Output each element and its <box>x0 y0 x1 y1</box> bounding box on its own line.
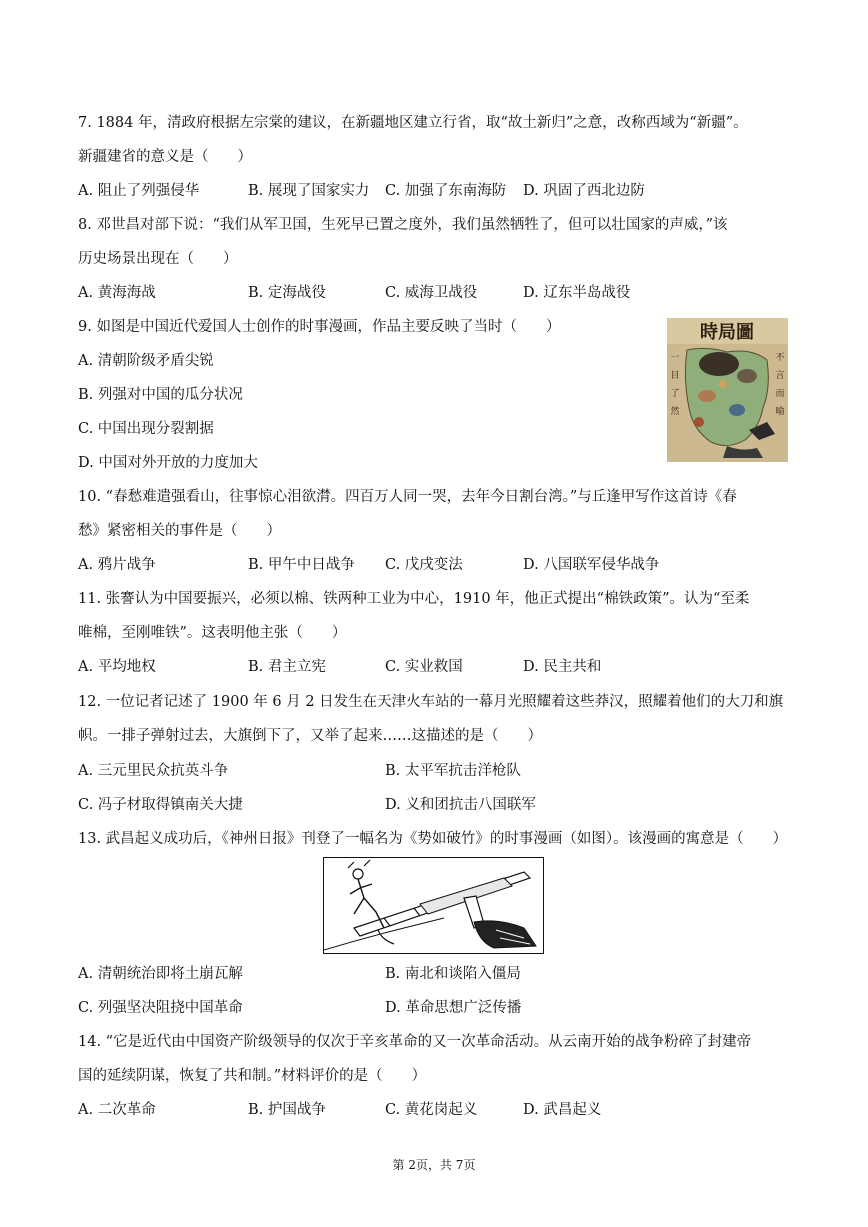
question-11-option-d: D. 民主共和 <box>523 659 602 675</box>
question-10-option-a: A. 鸦片战争 <box>78 557 156 573</box>
cartoon-side-left-1: 一 <box>670 353 680 363</box>
question-13-option-b: B. 南北和谈陷入僵局 <box>385 966 521 982</box>
question-12-line-1: 12. 一位记者记述了 1900 年 6 月 2 日发生在天津火车站的一幕月光照耀着这些莽汉，照耀着他们的大刀和旗 <box>78 694 784 710</box>
question-8-option-a: A. 黄海海战 <box>78 285 156 301</box>
question-14-option-d: D. 武昌起义 <box>523 1102 602 1118</box>
cartoon-side-right-1: 不 <box>775 353 785 363</box>
cartoon-side-left-4: 然 <box>670 407 680 417</box>
question-9-option-a: A. 清朝阶级矛盾尖锐 <box>78 353 214 369</box>
question-9-option-b: B. 列强对中国的瓜分状况 <box>78 387 243 403</box>
question-11-option-b: B. 君主立宪 <box>248 659 326 675</box>
question-14-option-c: C. 黄花岗起义 <box>385 1102 478 1118</box>
question-12-option-b: B. 太平军抗击洋枪队 <box>385 763 521 779</box>
question-13-option-c: C. 列强坚决阻挠中国革命 <box>78 1000 243 1016</box>
question-7-line-1: 7. 1884 年，清政府根据左宗棠的建议，在新疆地区建立行省，取“故土新归”之意，改称西域为“新疆”。 <box>78 115 748 131</box>
question-7-option-d: D. 巩固了西北边防 <box>523 183 645 199</box>
bamboo-cartoon-image <box>323 857 544 954</box>
political-cartoon-image <box>667 318 788 462</box>
question-10-option-c: C. 戊戌变法 <box>385 557 463 573</box>
cartoon-bamboo-drawing <box>324 858 542 952</box>
question-9-line-1: 9. 如图是中国近代爱国人士创作的时事漫画，作品主要反映了当时（ ） <box>78 319 561 335</box>
question-9-option-d: D. 中国对外开放的力度加大 <box>78 455 258 471</box>
question-7-line-2: 新疆建省的意义是（ ） <box>78 149 252 165</box>
question-13-option-a: A. 清朝统治即将土崩瓦解 <box>78 966 243 982</box>
question-11-option-c: C. 实业救国 <box>385 659 463 675</box>
question-10-option-b: B. 甲午中日战争 <box>248 557 355 573</box>
question-13-option-d: D. 革命思想广泛传播 <box>385 1000 522 1016</box>
question-8-option-b: B. 定海战役 <box>248 285 326 301</box>
question-12-option-c: C. 冯子材取得镇南关大捷 <box>78 797 243 813</box>
question-7-option-b: B. 展现了国家实力 <box>248 183 370 199</box>
question-13-line-1: 13. 武昌起义成功后，《神州日报》刊登了一幅名为《势如破竹》的时事漫画（如图）。该漫画的寓意是（ ） <box>78 831 788 847</box>
cartoon-side-right-2: 言 <box>775 371 785 381</box>
cartoon-side-left-2: 目 <box>670 371 680 381</box>
cartoon-side-right-3: 而 <box>775 389 785 399</box>
question-8-line-1: 8. 邓世昌对部下说：“我们从军卫国，生死早已置之度外，我们虽然牺牲了，但可以壮国家的声威，”该 <box>78 217 728 233</box>
cartoon-drawing <box>667 318 788 462</box>
question-8-line-2: 历史场景出现在（ ） <box>78 251 238 267</box>
question-14-line-1: 14. “它是近代由中国资产阶级领导的仅次于辛亥革命的又一次革命活动。从云南开始的战争粉碎了封建帝 <box>78 1034 752 1050</box>
question-7-option-a: A. 阻止了列强侵华 <box>78 183 200 199</box>
question-14-option-a: A. 二次革命 <box>78 1102 156 1118</box>
cartoon-side-right-4: 喻 <box>775 407 785 417</box>
cartoon-title: 時局圖 <box>700 322 754 343</box>
question-14-option-b: B. 护国战争 <box>248 1102 326 1118</box>
question-10-line-1: 10. “春愁难遣强看山，往事惊心泪欲潸。四百万人同一哭，去年今日割台湾。”与丘逢甲写作这首诗《春 <box>78 489 737 505</box>
question-10-option-d: D. 八国联军侵华战争 <box>523 557 660 573</box>
question-7-option-c: C. 加强了东南海防 <box>385 183 507 199</box>
question-9-option-c: C. 中国出现分裂割据 <box>78 421 214 437</box>
question-8-option-d: D. 辽东半岛战役 <box>523 285 631 301</box>
question-12-line-2: 帜。一排子弹射过去，大旗倒下了，又举了起来……这描述的是（ ） <box>78 728 542 744</box>
question-11-line-2: 唯棉，至刚唯铁”。这表明他主张（ ） <box>78 625 347 641</box>
page-footer: 第 2页，共 7页 <box>392 1158 476 1172</box>
question-10-line-2: 愁》紧密相关的事件是（ ） <box>78 523 281 539</box>
question-12-option-a: A. 三元里民众抗英斗争 <box>78 763 229 779</box>
question-8-option-c: C. 威海卫战役 <box>385 285 478 301</box>
question-14-line-2: 国的延续阴谋，恢复了共和制。”材料评价的是（ ） <box>78 1068 427 1084</box>
cartoon-side-left-3: 了 <box>670 389 680 399</box>
question-12-option-d: D. 义和团抗击八国联军 <box>385 797 536 813</box>
question-11-line-1: 11. 张謇认为中国要振兴，必须以棉、铁两种工业为中心，1910 年，他正式提出“棉铁政策”。认为“至柔 <box>78 591 750 607</box>
question-11-option-a: A. 平均地权 <box>78 659 156 675</box>
